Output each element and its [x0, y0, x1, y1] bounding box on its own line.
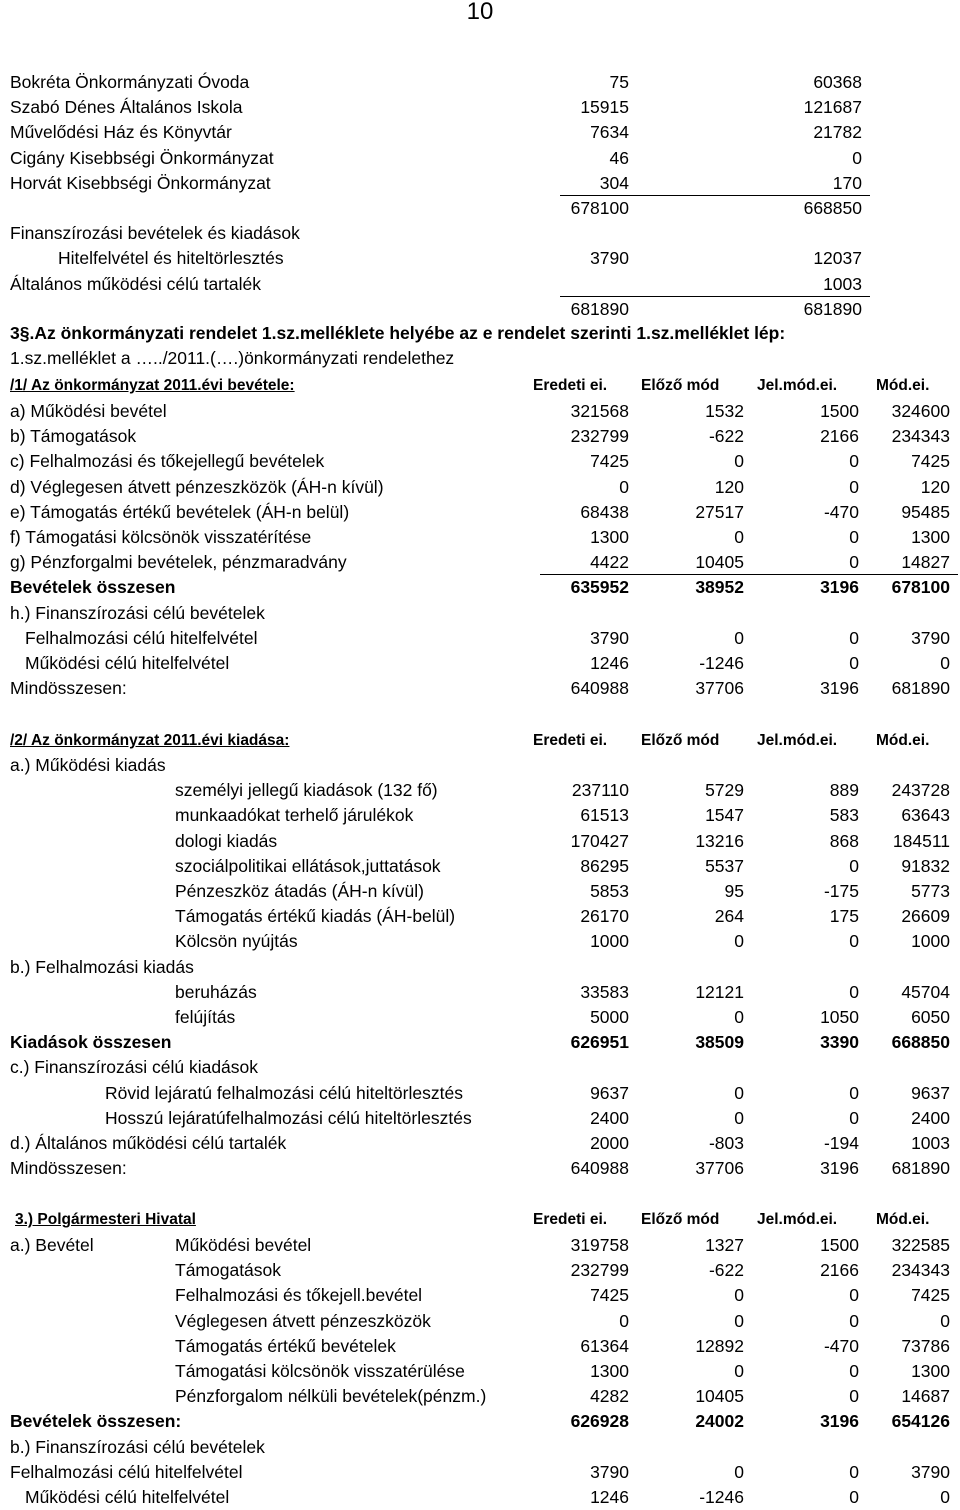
part1-value-col1: 3790: [590, 627, 629, 648]
part2-row-label: felújítás: [175, 1007, 236, 1027]
part1-row: [0, 676, 960, 701]
intro-value-b: 668850: [803, 198, 862, 218]
intro-value-a: 304: [599, 172, 629, 193]
part1-row: [0, 424, 960, 449]
part3-row-label: Felhalmozási és tőkejell.bevétel: [175, 1285, 423, 1306]
part2-row-label: személyi jellegű kiadások (132 fő): [175, 780, 438, 801]
col-header-2: Előző mód: [641, 377, 720, 394]
part2-row: [0, 854, 960, 879]
intro-value-a: 15915: [580, 97, 629, 118]
section3-heading: 3§.Az önkormányzati rendelet 1.sz.melléklete helyébe az e rendelet szerinti 1.sz.melléklet lép:: [10, 323, 786, 343]
part1-value-col1: 0: [619, 476, 629, 497]
part1-value-col1: 635952: [570, 577, 629, 598]
part2-value-col3: 583: [829, 805, 859, 826]
part2-value-col4: 1003: [911, 1133, 950, 1153]
part2-value-col3: -175: [823, 881, 859, 901]
part3-row: [0, 1359, 960, 1384]
col-header-4: Mód.ei.: [876, 1211, 930, 1228]
part3-title: 3.) Polgármesteri Hivatal: [15, 1211, 196, 1228]
intro-row: [0, 221, 960, 246]
part1-value-col1: 4422: [590, 552, 629, 573]
part3-value-col2: 10405: [695, 1386, 744, 1407]
part2-row-label: Pénzeszköz átadás (ÁH-n kívül): [175, 881, 424, 901]
part1-value-col4: 95485: [901, 501, 950, 522]
intro-row-label: Horvát Kisebbségi Önkormányzat: [10, 172, 271, 193]
part1-value-col2: 37706: [695, 678, 744, 699]
part1-value-col4: 3790: [911, 627, 950, 648]
part2-value-col4: 1000: [911, 931, 950, 952]
part2-row-label: szociálpolitikai ellátások,juttatások: [175, 855, 441, 876]
part1-row: [0, 626, 960, 651]
part3-value-col1: 319758: [570, 1235, 629, 1255]
part2-row-label: Kiadások összesen: [10, 1032, 172, 1053]
intro-rule-2: [560, 296, 870, 297]
part2-value-col2: 0: [734, 1107, 744, 1128]
part2-title: /2/ Az önkormányzat 2011.évi kiadása:: [10, 732, 290, 749]
intro-value-a: 46: [609, 147, 629, 168]
part1-value-col3: 0: [849, 476, 859, 497]
part3-value-col1: 3790: [590, 1461, 629, 1482]
part3-value-col3: 3196: [820, 1411, 859, 1432]
part2-row-label: Mindösszesen:: [10, 1158, 127, 1179]
col-header-4: Mód.ei.: [876, 732, 930, 749]
intro-row: [0, 95, 960, 120]
part3-row: [0, 1334, 960, 1359]
intro-row-label: Finanszírozási bevételek és kiadások: [10, 223, 300, 244]
part1-value-col2: -1246: [699, 653, 744, 673]
part1-row: [0, 449, 960, 474]
intro-value-a: 3790: [590, 248, 629, 269]
part1-row-label: Mindösszesen:: [10, 678, 127, 699]
part2-row: [0, 1131, 960, 1156]
part2-value-col1: 61513: [580, 805, 629, 826]
part2-row: [0, 1156, 960, 1181]
part1-row: [0, 575, 960, 600]
intro-row-label: Cigány Kisebbségi Önkormányzat: [10, 147, 274, 168]
part1-value-col3: 3196: [820, 577, 859, 598]
part3-row: [0, 1409, 960, 1434]
part2-row-label: a.) Működési kiadás: [10, 755, 166, 775]
part3-value-col1: 1300: [590, 1361, 629, 1381]
part1-row: [0, 651, 960, 676]
part2-value-col3: 175: [829, 906, 859, 927]
part2-value-col2: 95: [724, 881, 744, 901]
intro-row-label: Általános működési célú tartalék: [10, 273, 261, 294]
part2-value-col1: 2000: [590, 1133, 629, 1153]
intro-value-b: 170: [832, 172, 862, 193]
intro-value-b: 0: [852, 147, 862, 168]
part1-value-col1: 7425: [590, 451, 629, 472]
intro-value-b: 21782: [813, 122, 862, 143]
part2-row: [0, 1106, 960, 1131]
part1-value-col4: 1300: [911, 527, 950, 547]
part3-value-col4: 322585: [891, 1235, 950, 1255]
intro-row: [0, 196, 960, 221]
part2-row: [0, 778, 960, 803]
part2-value-col2: -803: [708, 1133, 744, 1153]
part1-row-label: e) Támogatás értékű bevételek (ÁH-n belül): [10, 501, 350, 522]
part2-value-col1: 170427: [570, 830, 629, 851]
part2-row: [0, 1030, 960, 1055]
part2-value-col3: 0: [849, 981, 859, 1002]
part2-row: [0, 1005, 960, 1030]
part2-value-col2: 13216: [695, 830, 744, 851]
part3-value-col2: -622: [708, 1260, 744, 1281]
part3-value-col4: 7425: [911, 1285, 950, 1306]
part2-value-col1: 26170: [580, 906, 629, 927]
part3-row: [0, 1384, 960, 1409]
part1-value-col4: 234343: [891, 426, 950, 447]
part2-value-col4: 9637: [911, 1082, 950, 1103]
part1-value-col1: 232799: [570, 426, 629, 447]
part3-row-label: Véglegesen átvett pénzeszközök: [175, 1310, 431, 1331]
part2-value-col4: 5773: [911, 881, 950, 901]
part3-value-col3: -470: [823, 1335, 859, 1356]
part2-value-col3: 0: [849, 1082, 859, 1103]
part1-value-col4: 681890: [891, 678, 950, 699]
part1-row: [0, 550, 960, 575]
part1-value-col2: 0: [734, 451, 744, 472]
part1-value-col1: 68438: [580, 501, 629, 522]
intro-value-b: 12037: [813, 248, 862, 269]
part3-row-label: b.) Finanszírozási célú bevételek: [10, 1436, 265, 1457]
part1-value-col2: 10405: [695, 552, 744, 573]
part1-row-label: Bevételek összesen: [10, 577, 176, 598]
part2-value-col4: 63643: [901, 805, 950, 826]
part3-row-prefix: a.) Bevétel: [10, 1235, 94, 1255]
part2-value-col4: 2400: [911, 1107, 950, 1128]
part2-row: [0, 980, 960, 1005]
col-header-2: Előző mód: [641, 1211, 720, 1228]
part2-value-col1: 9637: [590, 1082, 629, 1103]
part1-value-col3: 2166: [820, 426, 859, 447]
part2-row: [0, 803, 960, 828]
part2-row: [0, 929, 960, 954]
page-number: 10: [466, 0, 494, 25]
part1-row-label: Működési célú hitelfelvétel: [25, 653, 230, 673]
part2-value-col2: 12121: [695, 981, 744, 1002]
part2-value-col1: 86295: [580, 855, 629, 876]
part2-value-col3: 868: [829, 830, 859, 851]
part2-value-col3: 3196: [820, 1158, 859, 1179]
part1-value-col3: -470: [823, 501, 859, 522]
part2-value-col3: 3390: [820, 1032, 859, 1053]
part2-value-col4: 91832: [901, 855, 950, 876]
part3-row-label: Támogatás értékű bevételek: [175, 1335, 396, 1356]
part1-value-col4: 120: [920, 476, 950, 497]
part2-row: [0, 879, 960, 904]
part2-value-col2: 0: [734, 1082, 744, 1103]
intro-value-b: 681890: [803, 298, 862, 319]
part1-header-row: [0, 373, 960, 398]
part2-value-col4: 243728: [891, 780, 950, 801]
col-header-3: Jel.mód.ei.: [757, 377, 838, 394]
part2-value-col2: 0: [734, 931, 744, 952]
part3-value-col3: 2166: [820, 1260, 859, 1281]
part3-value-col2: 0: [734, 1461, 744, 1482]
part3-value-col4: 654126: [891, 1411, 950, 1432]
part3-value-col3: 0: [849, 1487, 859, 1507]
part3-value-col2: 12892: [695, 1335, 744, 1356]
col-header-3: Jel.mód.ei.: [757, 1211, 838, 1228]
part2-value-col3: 0: [849, 1107, 859, 1128]
part1-value-col2: 27517: [695, 501, 744, 522]
col-header-2: Előző mód: [641, 732, 720, 749]
part2-value-col1: 626951: [570, 1032, 629, 1053]
part3-value-col4: 1300: [911, 1361, 950, 1381]
part1-value-col2: 38952: [695, 577, 744, 598]
part3-row-label: Pénzforgalom nélküli bevételek(pénzm.): [175, 1386, 487, 1407]
part1-value-col4: 678100: [891, 577, 950, 598]
part3-value-col2: 1327: [705, 1235, 744, 1255]
part2-header-row: [0, 728, 960, 753]
intro-value-b: 60368: [813, 72, 862, 92]
part2-value-col4: 6050: [911, 1007, 950, 1027]
part2-value-col4: 26609: [901, 906, 950, 927]
part2-value-col4: 681890: [891, 1158, 950, 1179]
part3-value-col3: 0: [849, 1461, 859, 1482]
part2-row-label: dologi kiadás: [175, 830, 278, 851]
part3-value-col2: 0: [734, 1310, 744, 1331]
part3-row-label: Felhalmozási célú hitelfelvétel: [10, 1461, 243, 1482]
part2-value-col2: 5537: [705, 855, 744, 876]
intro-value-a: 681890: [570, 298, 629, 319]
part3-value-col2: 0: [734, 1361, 744, 1381]
part2-row: [0, 1081, 960, 1106]
part1-value-col2: 120: [714, 476, 744, 497]
intro-row: [0, 146, 960, 171]
part1-value-col4: 0: [940, 653, 950, 673]
intro-row: [0, 70, 960, 95]
part1-row-label: d) Véglegesen átvett pénzeszközök (ÁH-n kívül): [10, 476, 384, 497]
intro-row-label: Szabó Dénes Általános Iskola: [10, 97, 243, 118]
part3-value-col3: 0: [849, 1361, 859, 1381]
part3-row-label: Bevételek összesen:: [10, 1411, 182, 1432]
part1-value-col1: 640988: [570, 678, 629, 699]
part3-value-col1: 626928: [570, 1411, 629, 1432]
part2-value-col3: 0: [849, 931, 859, 952]
part3-value-col1: 232799: [570, 1260, 629, 1281]
part3-row: [0, 1283, 960, 1308]
col-header-4: Mód.ei.: [876, 377, 930, 394]
intro-row-label: Hitelfelvétel és hiteltörlesztés: [58, 248, 284, 269]
part2-value-col1: 5853: [590, 881, 629, 901]
col-header-3: Jel.mód.ei.: [757, 732, 838, 749]
part3-value-col3: 0: [849, 1285, 859, 1306]
intro-row: [0, 272, 960, 297]
part1-value-col3: 0: [849, 451, 859, 472]
part3-value-col3: 0: [849, 1310, 859, 1331]
part3-value-col4: 0: [940, 1487, 950, 1507]
part1-value-col3: 1500: [820, 401, 859, 421]
part3-value-col4: 234343: [891, 1260, 950, 1281]
part2-value-col3: 1050: [820, 1007, 859, 1027]
part1-row: [0, 525, 960, 550]
part1-value-col1: 1246: [590, 653, 629, 673]
part2-value-col1: 2400: [590, 1107, 629, 1128]
part2-row-label: Hosszú lejáratúfelhalmozási célú hiteltörlesztés: [105, 1107, 472, 1128]
part1-value-col1: 321568: [570, 401, 629, 421]
intro-row-label: Bokréta Önkormányzati Óvoda: [10, 72, 250, 92]
part1-row-label: f) Támogatási kölcsönök visszatérítése: [10, 527, 312, 547]
part1-value-col3: 3196: [820, 678, 859, 699]
part2-value-col1: 5000: [590, 1007, 629, 1027]
part1-value-col2: 1532: [705, 401, 744, 421]
part2-row: [0, 829, 960, 854]
part1-value-col1: 1300: [590, 527, 629, 547]
part2-value-col2: 1547: [705, 805, 744, 826]
part2-row: [0, 753, 960, 778]
part3-value-col1: 61364: [580, 1335, 629, 1356]
intro-rule-1: [560, 195, 870, 196]
part2-row-label: beruházás: [175, 981, 257, 1002]
part1-value-col2: 0: [734, 527, 744, 547]
part3-row: [0, 1258, 960, 1283]
part2-row-label: Rövid lejáratú felhalmozási célú hiteltörlesztés: [105, 1082, 463, 1103]
part1-row-label: g) Pénzforgalmi bevételek, pénzmaradvány: [10, 552, 347, 573]
part1-value-col4: 324600: [891, 401, 950, 421]
part2-row: [0, 1055, 960, 1080]
part3-row: [0, 1460, 960, 1485]
part3-header-row: [0, 1207, 960, 1232]
part3-value-col1: 7425: [590, 1285, 629, 1306]
part3-value-col4: 73786: [901, 1335, 950, 1356]
part3-value-col3: 1500: [820, 1235, 859, 1255]
intro-row-label: Művelődési Ház és Könyvtár: [10, 122, 232, 143]
part2-row-label: munkaadókat terhelő járulékok: [175, 805, 414, 826]
part2-value-col1: 33583: [580, 981, 629, 1002]
part3-value-col1: 1246: [590, 1487, 629, 1507]
part3-value-col2: 24002: [695, 1411, 744, 1432]
part1-value-col2: -622: [708, 426, 744, 447]
part3-row-label: Támogatások: [175, 1260, 282, 1281]
part2-value-col3: 889: [829, 780, 859, 801]
part3-row-label: Működési célú hitelfelvétel: [25, 1487, 230, 1507]
part2-row: [0, 904, 960, 929]
part1-row: [0, 475, 960, 500]
intro-value-a: 678100: [570, 198, 629, 218]
part3-row: [0, 1435, 960, 1460]
part2-value-col3: 0: [849, 855, 859, 876]
part2-row-label: b.) Felhalmozási kiadás: [10, 956, 194, 977]
section3-subheading: 1.sz.melléklet a …../2011.(….)önkormányzati rendelethez: [10, 348, 455, 368]
part1-row-label: Felhalmozási célú hitelfelvétel: [25, 627, 258, 648]
part3-row: [0, 1309, 960, 1334]
part3-row-label: Működési bevétel: [175, 1235, 312, 1255]
part3-value-col1: 4282: [590, 1386, 629, 1407]
part1-value-col3: 0: [849, 552, 859, 573]
part1-value-col2: 0: [734, 627, 744, 648]
part1-row-label: a) Működési bevétel: [10, 401, 167, 421]
part1-value-col3: 0: [849, 653, 859, 673]
part1-value-col3: 0: [849, 627, 859, 648]
part3-value-col4: 3790: [911, 1461, 950, 1482]
part1-value-col4: 14827: [901, 552, 950, 573]
part2-row: [0, 955, 960, 980]
part2-value-col4: 184511: [892, 830, 950, 851]
part1-row: [0, 399, 960, 424]
part2-value-col2: 5729: [705, 780, 744, 801]
part2-value-col1: 1000: [590, 931, 629, 952]
intro-row: [0, 171, 960, 196]
intro-value-b: 1003: [823, 273, 862, 294]
part2-row-label: Kölcsön nyújtás: [175, 931, 298, 952]
part2-row-label: d.) Általános működési célú tartalék: [10, 1133, 287, 1153]
part2-value-col3: -194: [823, 1133, 859, 1153]
part3-value-col3: 0: [849, 1386, 859, 1407]
intro-row: [0, 120, 960, 145]
part2-value-col4: 668850: [891, 1032, 950, 1053]
part1-row: [0, 500, 960, 525]
part3-value-col1: 0: [619, 1310, 629, 1331]
col-header-1: Eredeti ei.: [533, 377, 608, 394]
part2-row-label: Támogatás értékű kiadás (ÁH-belül): [175, 906, 456, 927]
part2-value-col2: 37706: [695, 1158, 744, 1179]
part3-row: [0, 1233, 960, 1258]
col-header-1: Eredeti ei.: [533, 1211, 608, 1228]
part1-value-col4: 7425: [911, 451, 950, 472]
part3-value-col2: -1246: [699, 1487, 744, 1507]
intro-row: [0, 246, 960, 271]
part2-value-col4: 45704: [901, 981, 950, 1002]
part3-row-label: Támogatási kölcsönök visszatérülése: [175, 1361, 465, 1381]
part1-row-label: b) Támogatások: [10, 426, 137, 447]
part3-row: [0, 1485, 960, 1510]
part1-row-label: h.) Finanszírozási célú bevételek: [10, 602, 265, 623]
part2-value-col1: 640988: [570, 1158, 629, 1179]
part1-value-col3: 0: [849, 527, 859, 547]
intro-value-b: 121687: [803, 97, 862, 118]
part2-row-label: c.) Finanszírozási célú kiadások: [10, 1057, 259, 1078]
part3-value-col4: 0: [940, 1310, 950, 1331]
part2-value-col2: 38509: [695, 1032, 744, 1053]
col-header-1: Eredeti ei.: [533, 732, 608, 749]
part1-title: /1/ Az önkormányzat 2011.évi bevétele:: [10, 377, 295, 394]
part3-value-col2: 0: [734, 1285, 744, 1306]
part2-value-col2: 264: [714, 906, 744, 927]
part2-value-col1: 237110: [571, 780, 629, 801]
part1-row: [0, 601, 960, 626]
intro-value-a: 75: [609, 72, 629, 92]
intro-value-a: 7634: [590, 122, 629, 143]
part2-value-col2: 0: [734, 1007, 744, 1027]
part3-value-col4: 14687: [901, 1386, 950, 1407]
part1-row-label: c) Felhalmozási és tőkejellegű bevételek: [10, 451, 325, 472]
intro-row: [0, 297, 960, 322]
